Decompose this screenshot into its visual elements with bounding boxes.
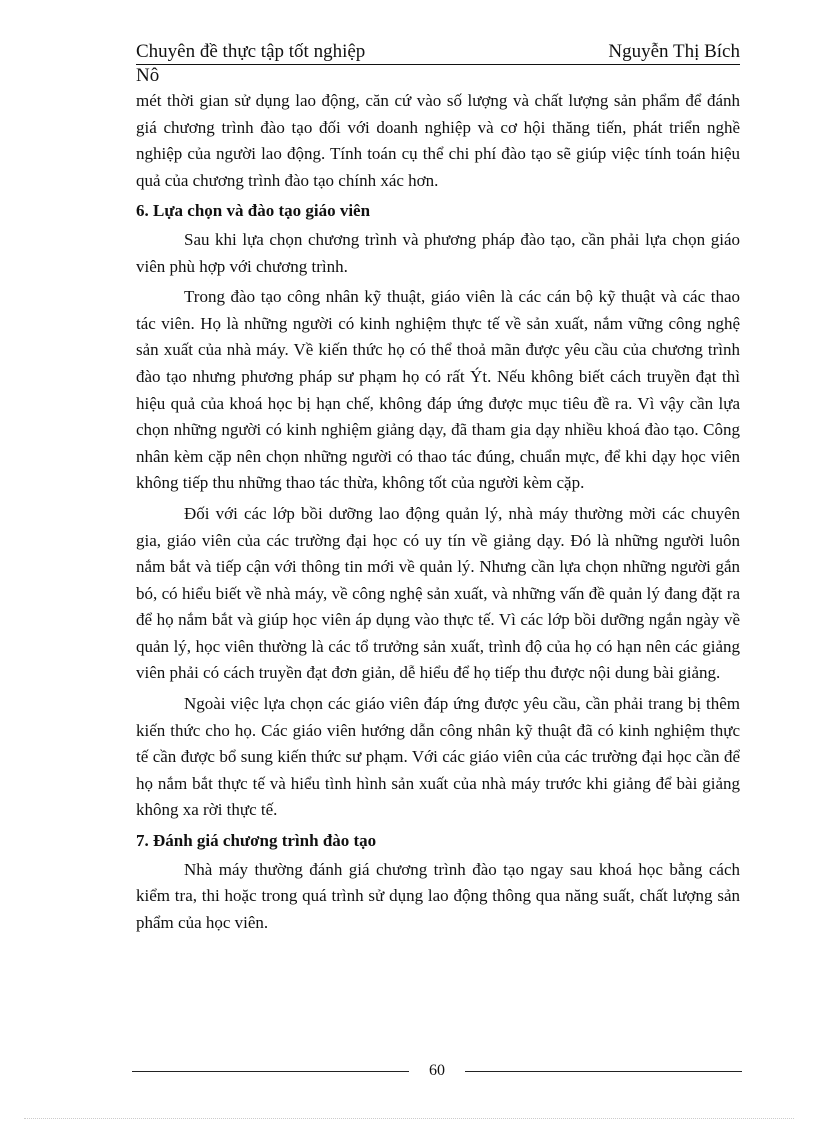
page-number: 60: [429, 1062, 445, 1079]
header-title: Chuyên đề thực tập tốt nghiệp: [136, 41, 366, 62]
header-line: [136, 40, 740, 65]
page-edge-divider: [24, 1118, 794, 1119]
header-author: Nguyễn Thị Bích: [608, 41, 740, 62]
section-heading: 7. Đánh giá chương trình đào tạo: [136, 831, 377, 851]
paragraph: mét thời gian sử dụng lao động, căn cứ vào số lượng và chất lượng sản phẩm để đánh giá chương trình đào tạo đối với doanh nghiệp và cơ hội thăng tiến, phát triển nghề nghiệp của người lao động. Tính toán cụ thể chi phí đào tạo sẽ giúp việc tính toán hiệu quả của chương trình đào tạo chính xác hơn.: [136, 91, 740, 190]
footer-rule-left: [132, 1071, 409, 1072]
document-body: [136, 88, 740, 940]
header-author-continuation: Nô: [136, 65, 160, 86]
paragraph: Nhà máy thường đánh giá chương trình đào tạo ngay sau khoá học bằng cách kiểm tra, thi hoặc trong quá trình sử dụng lao động thông qua năng suất, chất lượng sản phẩm của học viên.: [136, 859, 740, 932]
paragraph: Sau khi lựa chọn chương trình và phương pháp đào tạo, cần phải lựa chọn giáo viên phù hợp với chương trình.: [136, 229, 740, 276]
paragraph: Trong đào tạo công nhân kỹ thuật, giáo viên là các cán bộ kỹ thuật và các thao tác viên. Họ là những người có kinh nghiệm thực tế về sản xuất, nắm vững công nghệ sản xuất của nhà máy. Về kiến thức họ có thể thoả mãn được yêu cầu của chương trình đào tạo nhưng phương pháp sư phạm họ có rất Ýt. Nếu không biết cách truyền đạt thì hiệu quả của khoá học bị hạn chế, không đáp ứng được mục tiêu đề ra. Vì vậy cần lựa chọn những người có kinh nghiệm giảng dạy, đã tham gia dạy nhiều khoá đào tạo. Công nhân kèm cặp nên chọn những người có thao tác đúng, chuẩn mực, để khi dạy học viên không tiếp thu những thao tác thừa, không tốt của người kèm cặp.: [136, 287, 740, 493]
page-header: [136, 40, 740, 87]
page-footer: [132, 1062, 742, 1080]
paragraph: Đối với các lớp bồi dưỡng lao động quản lý, nhà máy thường mời các chuyên gia, giáo viên của các trường đại học có uy tín về giảng dạy. Đó là những người luôn nắm bắt và tiếp cận với thông tin mới về quản lý. Nhưng cần lựa chọn những người gắn bó, có hiểu biết về nhà máy, về công nghệ sản xuất, và những vấn đề quản lý đang đặt ra để họ nắm bắt và giúp học viên áp dụng vào thực tế. Vì các lớp bồi dưỡng ngắn ngày về quản lý, học viên thường là các tổ trưởng sản xuất, trình độ của họ có hạn nên các giảng viên phải có cách truyền đạt đơn giản, dễ hiểu để họ tiếp thu được nội dung bài giảng.: [136, 503, 740, 683]
section-heading: 6. Lựa chọn và đào tạo giáo viên: [136, 201, 371, 221]
footer-rule-right: [465, 1071, 742, 1072]
paragraph: Ngoài việc lựa chọn các giáo viên đáp ứng được yêu cầu, cần phải trang bị thêm kiến thức cho họ. Các giáo viên hướng dẫn công nhân kỹ thuật đã có kinh nghiệm thực tế cần được bổ sung kiến thức sư phạm. Với các giáo viên của các trường đại học cần để họ nắm bắt thực tế và hiểu tình hình sản xuất của nhà máy trước khi giảng để bài giảng không xa rời thực tế.: [136, 694, 740, 820]
